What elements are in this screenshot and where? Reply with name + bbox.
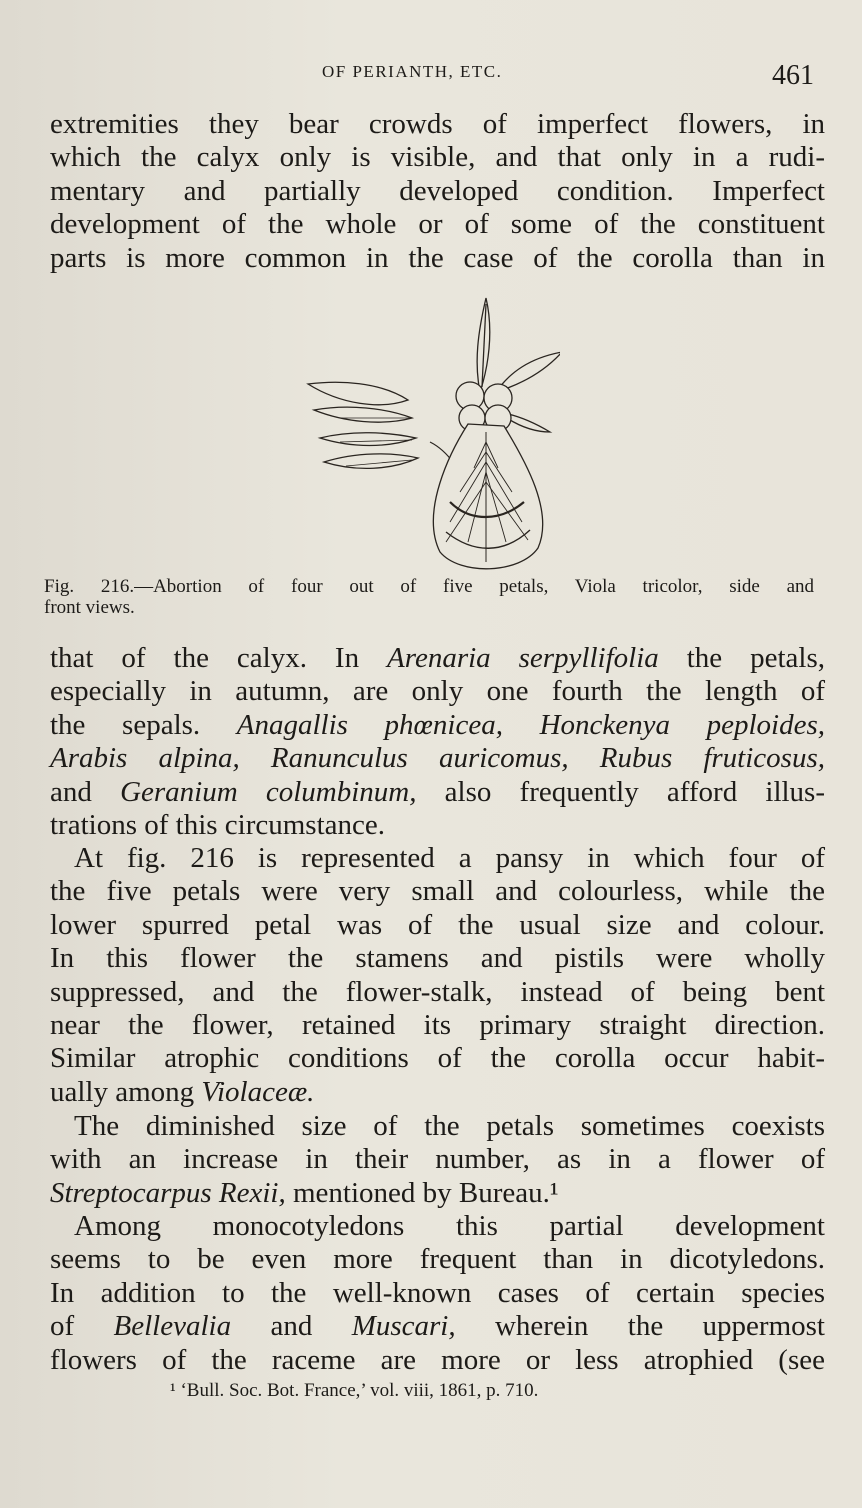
text-line: suppressed, and the flower-stalk, instead of being bent xyxy=(50,975,825,1008)
text-line: which the calyx only is visible, and that only in a rudi- xyxy=(50,141,825,174)
text-line: trations of this circumstance. xyxy=(50,808,386,841)
text-line: Among monocotyledons this partial development xyxy=(74,1210,825,1242)
text-line: the sepals. Anagallis phœnicea, Honckenya peploides, xyxy=(50,708,825,741)
page-number: 461 xyxy=(772,60,814,91)
text-line: development of the whole or of some of the constituent xyxy=(50,208,825,241)
text-line: and Geranium columbinum, also frequently afford illus- xyxy=(50,775,825,808)
text-line: The diminished size of the petals sometimes coexists xyxy=(74,1110,825,1142)
paragraph-fig xyxy=(50,842,825,1109)
text-line: Arabis alpina, Ranunculus auricomus, Rubus fruticosus, xyxy=(50,742,825,775)
text-line: In addition to the well-known cases of certain species xyxy=(50,1276,825,1309)
paragraph-top xyxy=(50,108,825,275)
text-line: extremities they bear crowds of imperfect flowers, in xyxy=(50,108,825,140)
text-line: of Bellevalia and Muscari, wherein the uppermost xyxy=(50,1310,825,1343)
text-line: near the flower, retained its primary straight direction. xyxy=(50,1008,825,1041)
caption-line: Fig. 216.—Abortion of four out of five petals, Viola tricolor, side and xyxy=(44,576,814,597)
caption-line: front views. xyxy=(44,597,135,618)
side-petals xyxy=(308,382,408,404)
pansy-illustration xyxy=(300,292,560,572)
text-line: Streptocarpus Rexii, mentioned by Bureau.¹ xyxy=(50,1176,559,1209)
paragraph-middle xyxy=(50,642,825,842)
text-line: Similar atrophic conditions of the corolla occur habit- xyxy=(50,1042,825,1075)
figure-caption xyxy=(44,576,814,618)
running-title: OF PERIANTH, ETC. xyxy=(322,62,503,81)
text-line: that of the calyx. In Arenaria serpyllifolia the petals, xyxy=(50,642,826,674)
text-line: ually among Violaceæ. xyxy=(50,1075,315,1108)
text-line: especially in autumn, are only one fourth the length of xyxy=(50,675,825,708)
text-line: with an increase in their number, as in a flower of xyxy=(50,1143,825,1176)
paragraph-mono xyxy=(50,1210,825,1377)
text-line: lower spurred petal was of the usual size and colour. xyxy=(50,908,825,941)
text-line: mentary and partially developed condition. Imperfect xyxy=(50,174,825,207)
text-line: In this flower the stamens and pistils were wholly xyxy=(50,942,825,975)
footnote: ¹ ‘Bull. Soc. Bot. France,’ vol. viii, 1861, p. 710. xyxy=(170,1380,539,1401)
text-line: parts is more common in the case of the corolla than in xyxy=(50,241,825,274)
text-line: flowers of the raceme are more or less atrophied (see xyxy=(50,1343,825,1376)
text-line: At fig. 216 is represented a pansy in which four of xyxy=(74,842,825,874)
paragraph-size xyxy=(50,1110,825,1210)
text-line: the five petals were very small and colourless, while the xyxy=(50,875,825,908)
text-line: seems to be even more frequent than in dicotyledons. xyxy=(50,1243,825,1276)
